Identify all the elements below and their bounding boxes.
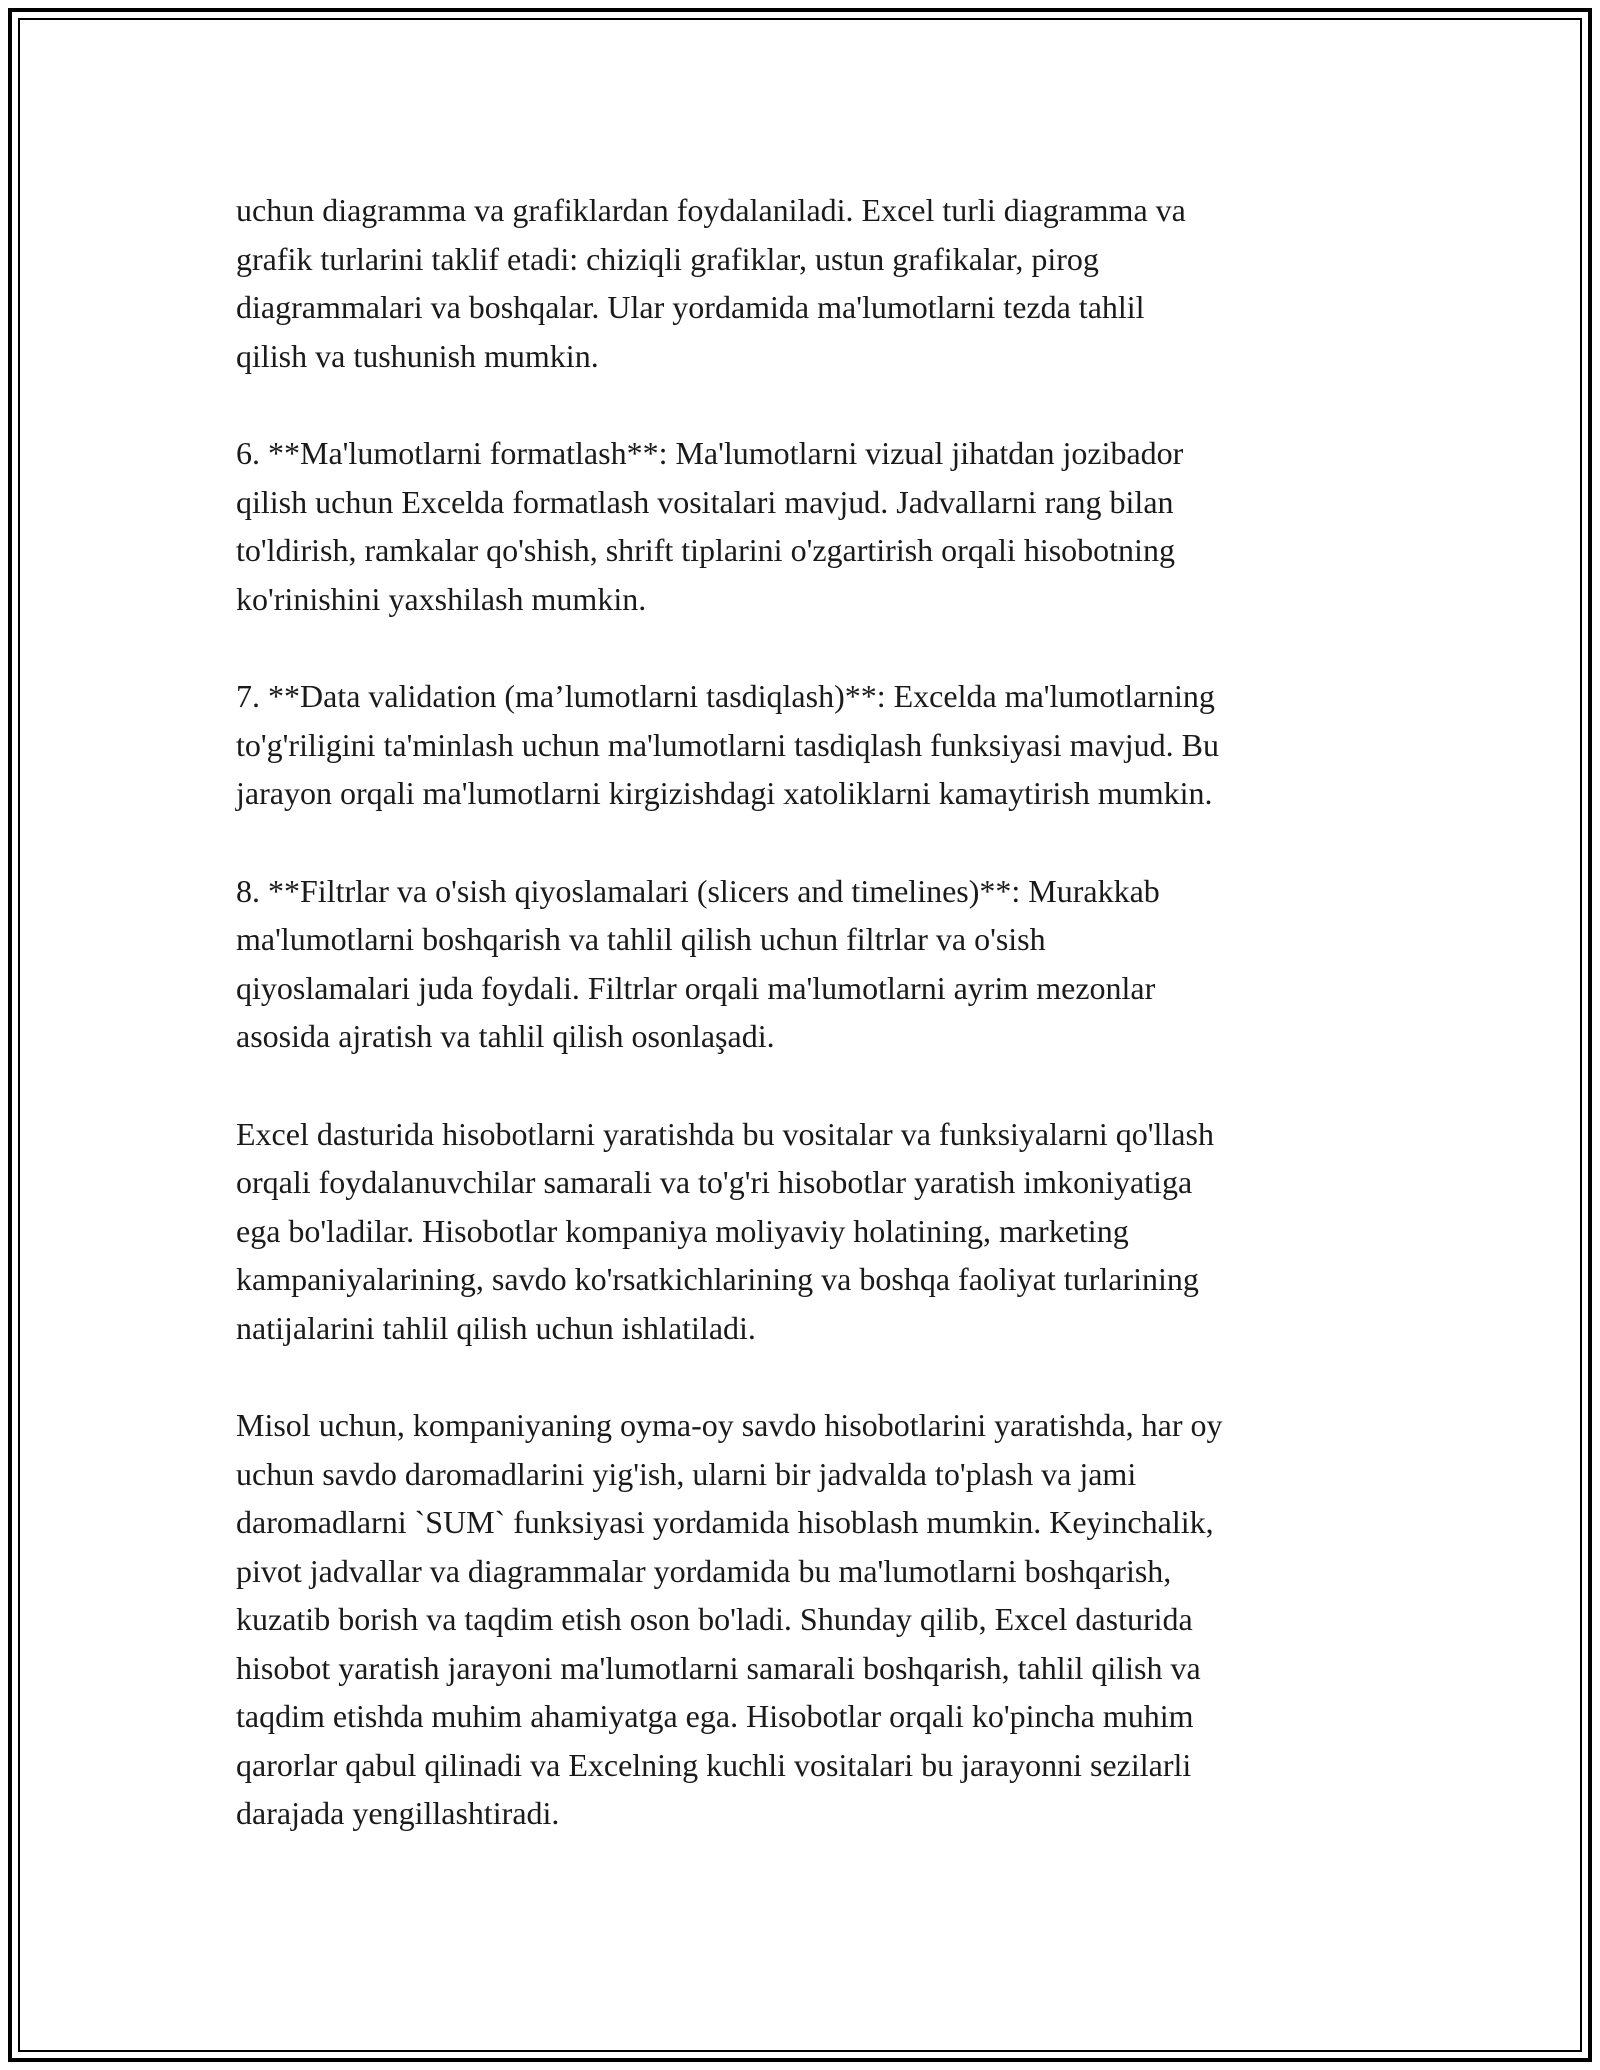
document-body xyxy=(236,186,1386,1838)
paragraph-item-8-filters: 8. **Filtrlar va o'sish qiyoslamalari (slicers and timelines)**: Murakkab ma'lumotlarni boshqarish va tahlil qilish uchun filtrlar va o'sish qiyoslamalari juda foydali. Filtrlar orqali ma'lumotlarni ayrim mezonlar asosida ajratish va tahlil qilish osonlaşadi. xyxy=(236,872,1160,1054)
paragraph-item-7-data-validation: 7. **Data validation (ma’lumotlarni tasdiqlash)**: Excelda ma'lumotlarning to'g'riligini ta'minlash uchun ma'lumotlarni tasdiqlash funksiyasi mavjud. Bu jarayon orqali ma'lumotlarni kirgizishdagi xatoliklarni kamaytirish mumkin. xyxy=(236,678,1219,811)
paragraph-chart-intro: uchun diagramma va grafiklardan foydalaniladi. Excel turli diagramma va grafik turlarini taklif etadi: chiziqli grafiklar, ustun grafikalar, pirog diagrammalari va boshqalar. Ular yordamida ma'lumotlarni tezda tahlil qilish va tushunish mumkin. xyxy=(236,192,1186,374)
paragraph-summary: Excel dasturida hisobotlarni yaratishda bu vositalar va funksiyalarni qo'llash orqali foydalanuvchilar samarali va to'g'ri hisobotlar yaratish imkoniyatiga ega bo'ladilar. Hisobotlar kompaniya moliyaviy holatining, marketing kampaniyalarining, savdo ko'rsatkichlarining va boshqa faoliyat turlarining natijalarini tahlil qilish uchun ishlatiladi. xyxy=(236,1115,1214,1346)
paragraph-example: Misol uchun, kompaniyaning oyma-oy savdo hisobotlarini yaratishda, har oy uchun savdo daromadlarini yig'ish, ularni bir jadvalda to'plash va jami daromadlarni `SUM` funksiyasi yordamida hisoblash mumkin. Keyinchalik, pivot jadvallar va diagrammalar yordamida bu ma'lumotlarni boshqarish, kuzatib borish va taqdim etish oson bo'ladi. Shunday qilib, Excel dasturida hisobot yaratish jarayoni ma'lumotlarni samarali boshqarish, tahlil qilish va taqdim etishda muhim ahamiyatga ega. Hisobotlar orqali ko'pincha muhim qarorlar qabul qilinadi va Excelning kuchli vositalari bu jarayonni sezilarli darajada yengillashtiradi. xyxy=(236,1407,1223,1831)
paragraph-item-6-formatting: 6. **Ma'lumotlarni formatlash**: Ma'lumotlarni vizual jihatdan jozibador qilish uchun Excelda formatlash vositalari mavjud. Jadvallarni rang bilan to'ldirish, ramkalar qo'shish, shrift tiplarini o'zgartirish orqali hisobotning ko'rinishini yaxshilash mumkin. xyxy=(236,435,1184,617)
